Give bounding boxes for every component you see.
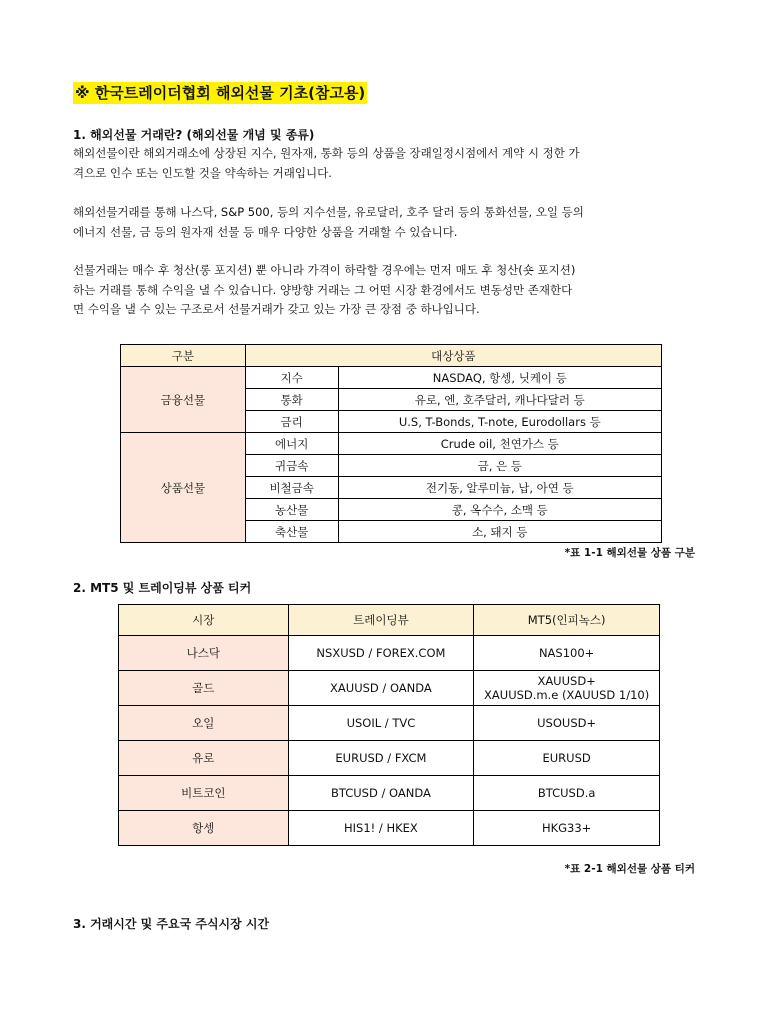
table-header-row xyxy=(121,345,662,367)
type-cell: 축산물 xyxy=(245,521,338,543)
mt5-ticker: XAUUSD+ xyxy=(537,674,596,688)
table2-caption: *표 2-1 해외선물 상품 티커 xyxy=(564,863,695,875)
ticker-table xyxy=(118,604,660,846)
products-cell: 소, 돼지 등 xyxy=(338,521,661,543)
tradingview-cell: USOIL / TVC xyxy=(288,706,474,741)
section1-paragraph-1 xyxy=(73,144,695,183)
mt5-cell xyxy=(474,741,660,776)
type-cell: 통화 xyxy=(245,389,338,411)
table-row xyxy=(121,433,662,455)
paragraph-line: 면 수익을 낼 수 있는 구조로서 선물거래가 갖고 있는 가장 큰 장점 중 하나입니다. xyxy=(73,302,480,316)
market-cell: 유로 xyxy=(119,741,289,776)
category-cell: 상품선물 xyxy=(121,433,246,543)
table-row xyxy=(121,367,662,389)
header-cell: 대상상품 xyxy=(245,345,661,367)
products-cell: 전기동, 알루미늄, 납, 아연 등 xyxy=(338,477,661,499)
mt5-ticker: HKG33+ xyxy=(541,821,592,835)
paragraph-line: 하는 거래를 통해 수익을 낼 수 있습니다. 양방향 거래는 그 어떤 시장 환경에서도 변동성만 존재한다 xyxy=(73,282,573,297)
mt5-cell xyxy=(474,811,660,846)
table-row xyxy=(119,671,660,706)
tradingview-cell: HIS1! / HKEX xyxy=(288,811,474,846)
market-cell: 나스닥 xyxy=(119,636,289,671)
mt5-ticker: EURUSD xyxy=(542,751,591,765)
mt5-cell xyxy=(474,776,660,811)
type-cell: 농산물 xyxy=(245,499,338,521)
paragraph-line: 해외선물이란 해외거래소에 상장된 지수, 원자재, 통화 등의 상품을 장래일정시점에서 계약 시 정한 가 xyxy=(73,146,580,160)
products-cell: Crude oil, 천연가스 등 xyxy=(338,433,661,455)
header-cell: 구분 xyxy=(121,345,246,367)
table-header-row xyxy=(119,605,660,636)
type-cell: 금리 xyxy=(245,411,338,433)
section2-heading: 2. MT5 및 트레이딩뷰 상품 티커 xyxy=(73,581,252,595)
market-cell: 오일 xyxy=(119,706,289,741)
table1-caption: *표 1-1 해외선물 상품 구분 xyxy=(564,547,695,559)
tradingview-cell: NSXUSD / FOREX.COM xyxy=(288,636,474,671)
header-cell: MT5(인피녹스) xyxy=(474,605,660,636)
products-cell: 콩, 옥수수, 소맥 등 xyxy=(338,499,661,521)
table-row xyxy=(119,741,660,776)
paragraph-line: 에너지 선물, 금 등의 원자재 선물 등 매우 다양한 상품을 거래할 수 있습니다. xyxy=(73,224,458,239)
market-cell: 골드 xyxy=(119,671,289,706)
products-cell: NASDAQ, 항셍, 닛케이 등 xyxy=(338,367,661,389)
type-cell: 지수 xyxy=(245,367,338,389)
market-cell: 비트코인 xyxy=(119,776,289,811)
table-row xyxy=(119,776,660,811)
futures-category-table xyxy=(120,344,662,543)
mt5-ticker: XAUUSD.m.e (XAUUSD 1/10) xyxy=(484,688,650,702)
section1-paragraph-2 xyxy=(73,203,695,242)
document-title: ※ 한국트레이더협회 해외선물 기초(참고용) xyxy=(75,84,366,102)
table-row xyxy=(119,811,660,846)
products-cell: 유로, 엔, 호주달러, 캐나다달러 등 xyxy=(338,389,661,411)
type-cell: 비철금속 xyxy=(245,477,338,499)
tradingview-cell: XAUUSD / OANDA xyxy=(288,671,474,706)
category-cell: 금융선물 xyxy=(121,367,246,433)
paragraph-line: 해외선물거래를 통해 나스닥, S&P 500, 등의 지수선물, 유로달러, 호주 달러 등의 통화선물, 오일 등의 xyxy=(73,205,584,219)
mt5-cell xyxy=(474,671,660,706)
mt5-ticker: USOUSD+ xyxy=(537,716,597,730)
market-cell: 항셍 xyxy=(119,811,289,846)
mt5-cell xyxy=(474,706,660,741)
section1-paragraph-3 xyxy=(73,261,695,320)
header-cell: 트레이딩뷰 xyxy=(288,605,474,636)
table-row xyxy=(119,636,660,671)
type-cell: 귀금속 xyxy=(245,455,338,477)
tradingview-cell: EURUSD / FXCM xyxy=(288,741,474,776)
products-cell: U.S, T-Bonds, T-note, Eurodollars 등 xyxy=(338,411,661,433)
table-row xyxy=(119,706,660,741)
paragraph-line: 선물거래는 매수 후 청산(롱 포지션) 뿐 아니라 가격이 하락할 경우에는 먼저 매도 후 청산(숏 포지션) xyxy=(73,263,576,277)
mt5-ticker: NAS100+ xyxy=(538,646,595,660)
paragraph-line: 격으로 인수 또는 인도할 것을 약속하는 거래입니다. xyxy=(73,165,332,180)
header-cell: 시장 xyxy=(119,605,289,636)
products-cell: 금, 은 등 xyxy=(338,455,661,477)
section3-heading: 3. 거래시간 및 주요국 주식시장 시간 xyxy=(73,917,270,931)
type-cell: 에너지 xyxy=(245,433,338,455)
mt5-cell xyxy=(474,636,660,671)
mt5-ticker: BTCUSD.a xyxy=(537,786,596,800)
section1-heading: 1. 해외선물 거래란? (해외선물 개념 및 종류) xyxy=(73,128,315,142)
tradingview-cell: BTCUSD / OANDA xyxy=(288,776,474,811)
